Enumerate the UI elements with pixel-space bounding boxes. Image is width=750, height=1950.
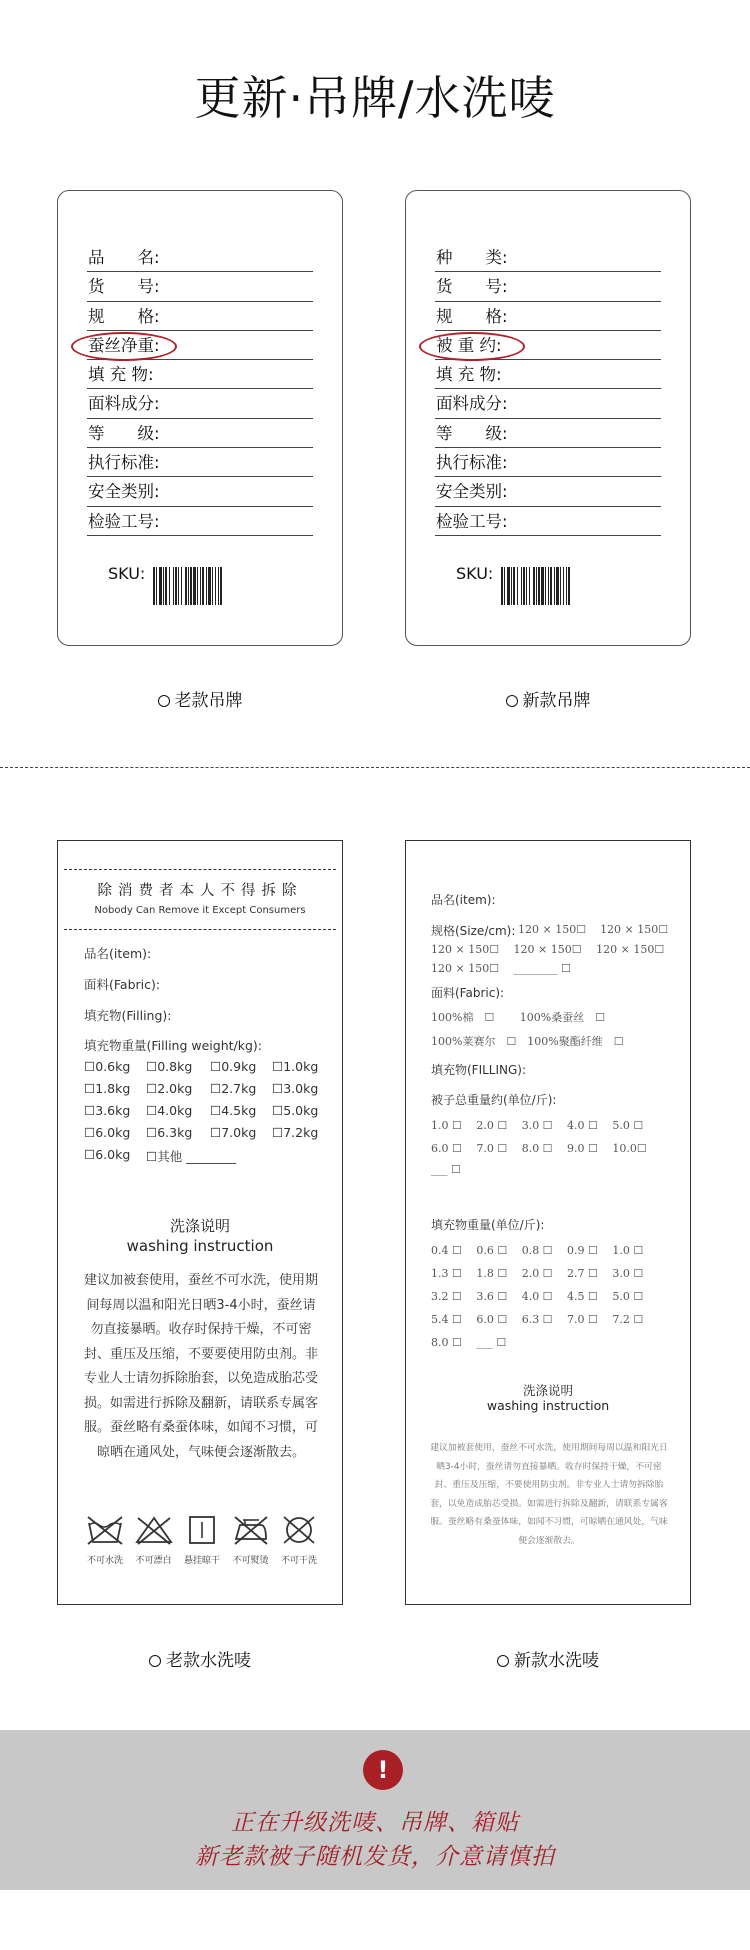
fabric-option-row: 100%棉 ☐ 100%桑蚕丝 ☐: [431, 1011, 606, 1024]
weight-option: ☐7.2kg: [272, 1125, 319, 1140]
tag-field: 货 号:: [87, 272, 313, 301]
weight-option: ☐6.0kg: [84, 1125, 131, 1140]
tag-field: 等 级:: [87, 419, 313, 448]
sku-label: SKU:: [456, 564, 494, 583]
caption-text: 新款水洗唛: [514, 1651, 599, 1671]
care-label: 不可干洗: [280, 1556, 317, 1566]
notice-line-2: 新老款被子随机发货，介意请慎拍: [195, 1844, 555, 1870]
weight-option: ☐4.0kg: [146, 1103, 193, 1118]
weight-option: ☐2.7kg: [210, 1081, 257, 1096]
new-tag-caption: [405, 686, 691, 711]
caption-text: 老款水洗唛: [166, 1651, 251, 1671]
fabric-line: 面料(Fabric):: [84, 977, 161, 992]
dashed-line: [64, 929, 336, 930]
size-option-row: 120 × 150☐ ________ ☐: [431, 962, 571, 975]
old-tag-fields: [87, 243, 313, 536]
tag-field: 安全类别:: [87, 477, 313, 506]
tag-field-highlighted: [87, 331, 313, 360]
circle-bullet-icon: [158, 695, 170, 707]
size-title: 规格(Size/cm):: [431, 924, 516, 938]
weight-option: ☐其他 ________: [146, 1149, 237, 1164]
fabric-option-row: 100%莱赛尔 ☐ 100%聚酯纤维 ☐: [431, 1035, 624, 1048]
size-option-row: [518, 923, 668, 936]
weight-option: ☐6.0kg: [84, 1147, 131, 1162]
barcode: [501, 567, 619, 605]
care-label: 不可水洗: [86, 1556, 123, 1566]
weight-option: ☐2.0kg: [146, 1081, 193, 1096]
section-divider: [0, 767, 750, 768]
filling-line: 填充物(FILLING):: [431, 1063, 527, 1077]
new-tag-fields: [435, 243, 661, 536]
no-wash-icon: [85, 1515, 125, 1545]
exclamation-icon: !: [363, 1750, 403, 1790]
care-symbols: [82, 1515, 322, 1566]
weight-title: 填充物重量(Filling weight/kg):: [84, 1038, 262, 1053]
care-symbol: [179, 1515, 225, 1566]
weight-options: [84, 1059, 334, 1165]
fabric-line: 面料(Fabric):: [431, 986, 505, 1000]
circle-bullet-icon: [149, 1655, 161, 1667]
notice-banner: [0, 1730, 750, 1890]
tag-field: 填 充 物:: [87, 360, 313, 389]
circle-bullet-icon: [506, 695, 518, 707]
weight-option: ☐3.0kg: [272, 1081, 319, 1096]
tag-field: 安全类别:: [435, 477, 661, 506]
total-weight-row: 6.0 ☐ 7.0 ☐ 8.0 ☐ 9.0 ☐ 10.0☐: [431, 1142, 647, 1155]
red-circle-mark: [71, 332, 177, 361]
fill-weight-row: 3.2 ☐ 3.6 ☐ 4.0 ☐ 4.5 ☐ 5.0 ☐: [431, 1290, 644, 1303]
tag-field-label: 蚕丝净重:: [88, 335, 160, 355]
item-line: 品名(item):: [84, 946, 152, 961]
care-label: 悬挂晾干: [183, 1556, 220, 1566]
fill-weight-row: 0.4 ☐ 0.6 ☐ 0.8 ☐ 0.9 ☐ 1.0 ☐: [431, 1244, 644, 1257]
tag-field: 品 名:: [87, 243, 313, 272]
old-wash-label: [57, 840, 343, 1605]
weight-option: ☐0.8kg: [146, 1059, 193, 1074]
wash-title-en: washing instruction: [126, 1237, 274, 1255]
weight-option: ☐0.6kg: [84, 1059, 131, 1074]
wash-title-en: washing instruction: [486, 1398, 610, 1413]
tag-field: 规 格:: [87, 302, 313, 331]
weight-option: ☐4.5kg: [210, 1103, 257, 1118]
care-symbol: [131, 1515, 177, 1566]
hang-dry-icon: [182, 1515, 222, 1545]
tag-field: 等 级:: [435, 419, 661, 448]
tag-field-highlighted: [435, 331, 661, 360]
care-symbol: [228, 1515, 274, 1566]
tag-field: 填 充 物:: [435, 360, 661, 389]
caption-text: 老款吊牌: [174, 691, 243, 711]
weight-option: ☐1.8kg: [84, 1081, 131, 1096]
tag-field: 检验工号:: [435, 507, 661, 536]
care-label: 不可漂白: [135, 1556, 172, 1566]
wash-instructions: 建议加被套使用，蚕丝不可水洗，使用期间每周以温和阳光日晒3-4小时，蚕丝请勿直接暴晒。收存时保持干燥，不可密封、重压及压缩，不要要使用防虫剂。非专业人士请勿拆除胎套，以免造成胎芯受损。如需进行拆除及翻新，请联系专属客服。蚕丝略有桑蚕体味，如闻不习惯，可晾晒在通风处，气味便会逐渐散去。: [83, 1273, 318, 1460]
label-header-cn: 除消费者本人不得拆除: [97, 883, 303, 899]
tag-field: 执行标准:: [87, 448, 313, 477]
tag-field: 货 号:: [435, 272, 661, 301]
tag-field: 执行标准:: [435, 448, 661, 477]
care-symbol: [276, 1515, 322, 1566]
tag-field-label: 被 重 约:: [436, 335, 502, 355]
weight-option: ☐5.0kg: [272, 1103, 319, 1118]
no-iron-icon: [231, 1515, 271, 1545]
fill-weight-row: 8.0 ☐ ___ ☐: [431, 1336, 507, 1349]
new-hang-tag: [405, 190, 691, 646]
weight-option: ☐0.9kg: [210, 1059, 257, 1074]
tag-field: 面料成分:: [87, 389, 313, 418]
item-line: 品名(item):: [431, 893, 496, 907]
fill-weight-row: 5.4 ☐ 6.0 ☐ 6.3 ☐ 7.0 ☐ 7.2 ☐: [431, 1313, 644, 1326]
total-weight-row: 1.0 ☐ 2.0 ☐ 3.0 ☐ 4.0 ☐ 5.0 ☐: [431, 1119, 644, 1132]
barcode: [153, 567, 271, 605]
old-tag-caption: [57, 686, 343, 711]
old-hang-tag: [57, 190, 343, 646]
filling-line: 填充物(Filling):: [84, 1008, 172, 1023]
care-symbol: [82, 1515, 128, 1566]
size-option: 120 × 150☐: [600, 923, 669, 936]
dashed-line: [64, 869, 336, 870]
old-label-caption: [57, 1646, 343, 1671]
new-label-caption: [405, 1646, 691, 1671]
new-wash-label: [405, 840, 691, 1605]
weight-option: ☐1.0kg: [272, 1059, 319, 1074]
weight-option: ☐7.0kg: [210, 1125, 257, 1140]
tag-field: 面料成分:: [435, 389, 661, 418]
total-weight-title: 被子总重量约(单位/斤):: [431, 1093, 557, 1107]
fill-weight-title: 填充物重量(单位/斤):: [431, 1218, 545, 1232]
sku-label: SKU:: [108, 564, 146, 583]
page-title: 更新·吊牌/水洗唛: [194, 71, 556, 125]
notice-line-1: 正在升级洗唛、吊牌、箱贴: [231, 1810, 519, 1836]
red-circle-mark: [419, 332, 525, 361]
wash-title-cn: 洗涤说明: [522, 1383, 573, 1398]
care-label: 不可熨烫: [232, 1556, 269, 1566]
size-option-row: 120 × 150☐ 120 × 150☐ 120 × 150☐: [431, 943, 665, 956]
circle-bullet-icon: [497, 1655, 509, 1667]
weight-option: ☐3.6kg: [84, 1103, 131, 1118]
wash-title: [58, 1216, 342, 1256]
tag-field: 检验工号:: [87, 507, 313, 536]
tag-field: 规 格:: [435, 302, 661, 331]
weight-option: ☐6.3kg: [146, 1125, 193, 1140]
tag-field: 种 类:: [435, 243, 661, 272]
no-dryclean-icon: [279, 1515, 319, 1545]
size-option: 120 × 150☐: [518, 923, 587, 936]
caption-text: 新款吊牌: [522, 691, 591, 711]
wash-instructions: 建议加被套使用，蚕丝不可水洗，使用期间每周以温和阳光日晒3-4小时，蚕丝请勿直接暴晒。收存时保持干燥，不可密封、重压及压缩，不要使用防虫剂。非专业人士请勿拆除胎套，以免造成胎芯受损。如需进行拆除及翻新，请联系专属客服。蚕丝略有桑蚕体味，如闻不习惯，可晾晒在通风处，气味便会逐渐散去。: [430, 1443, 668, 1546]
wash-title-cn: 洗涤说明: [169, 1217, 230, 1235]
no-bleach-icon: [134, 1515, 174, 1545]
total-weight-row: ___ ☐: [431, 1163, 461, 1176]
fill-weight-row: 1.3 ☐ 1.8 ☐ 2.0 ☐ 2.7 ☐ 3.0 ☐: [431, 1267, 644, 1280]
wash-title: [406, 1383, 690, 1413]
label-header-en: Nobody Can Remove it Except Consumers: [94, 905, 306, 916]
